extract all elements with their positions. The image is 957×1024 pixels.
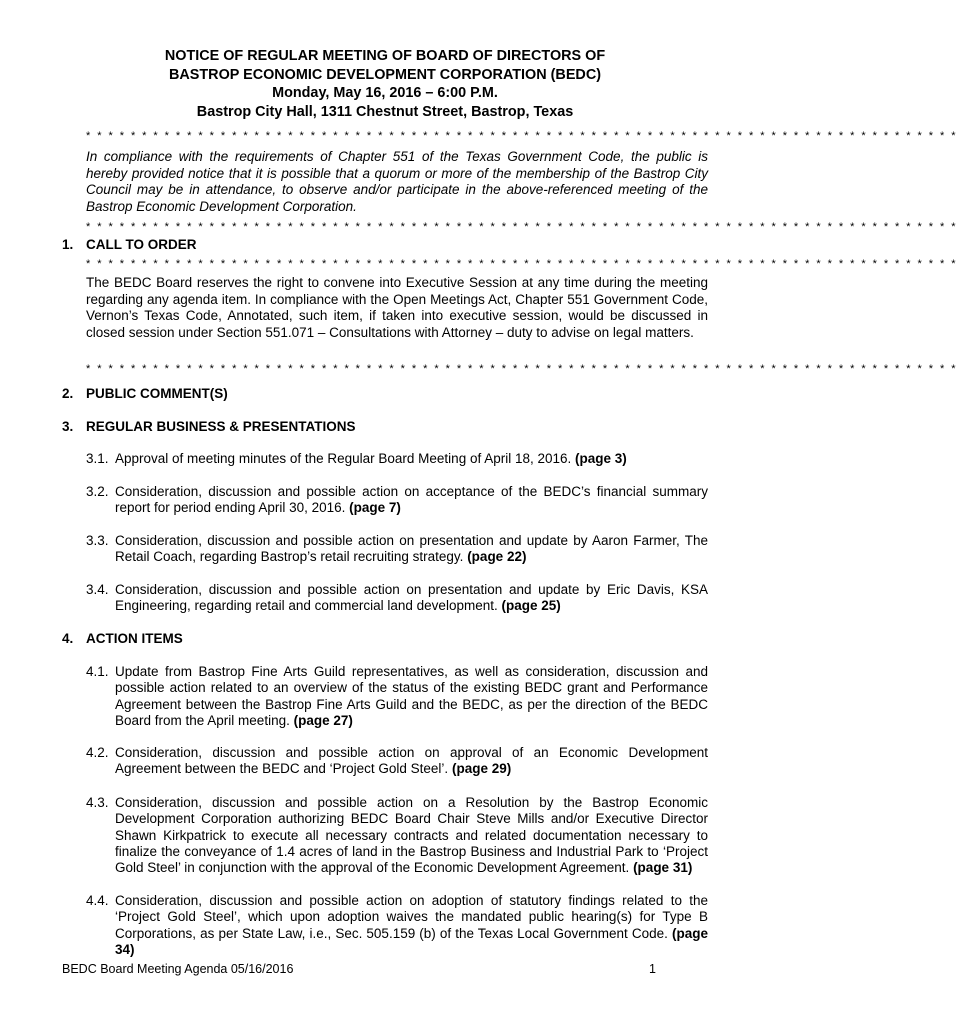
- separator-stars: * * * * * * * * * * * * * * * * * * * * * * * * * * * * * * * * * * * * * * * * * * * * * * * * * * * * * * * * * * * * * * * * * * * * * * * * * * * * * *: [86, 363, 957, 375]
- section-heading-action-items: [62, 631, 183, 647]
- separator-stars: * * * * * * * * * * * * * * * * * * * * * * * * * * * * * * * * * * * * * * * * * * * * * * * * * * * * * * * * * * * * * * * * * * * * * * * * * * * * * *: [86, 130, 957, 142]
- item-number: 3.3.: [86, 533, 109, 548]
- section-title: CALL TO ORDER: [86, 237, 197, 252]
- footer-document-title: BEDC Board Meeting Agenda 05/16/2016: [62, 962, 294, 976]
- item-page-reference: (page 25): [501, 598, 561, 614]
- item-page-reference: (page 7): [349, 500, 401, 516]
- item-number: 3.4.: [86, 582, 109, 597]
- item-text: [115, 664, 708, 729]
- section-number: 3.: [62, 419, 74, 434]
- section-title: REGULAR BUSINESS & PRESENTATIONS: [86, 419, 356, 434]
- item-description: Consideration, discussion and possible action on presentation and update by Aaron Farmer, The Retail Coach, regarding Bastrop’s retail recruiting strategy.: [115, 533, 708, 565]
- agenda-item: [86, 893, 708, 958]
- item-number: 4.1.: [86, 664, 109, 679]
- item-page-reference: (page 29): [451, 761, 512, 777]
- agenda-item: [86, 582, 708, 615]
- footer-page-number: 1: [649, 962, 656, 976]
- section-number: 1.: [62, 237, 74, 252]
- section-number: 2.: [62, 386, 74, 401]
- agenda-item: [86, 664, 708, 729]
- item-description: Consideration, discussion and possible action on presentation and update by Eric Davis, KSA Engineering, regarding retail and commercial land development.: [115, 582, 708, 614]
- item-page-reference: (page 27): [293, 712, 353, 728]
- page-footer: [62, 962, 656, 977]
- item-page-reference: (page 31): [633, 860, 693, 876]
- section-title: PUBLIC COMMENT(S): [86, 386, 228, 401]
- item-description: Consideration, discussion and possible action on adoption of statutory findings related to the ‘Project Gold Steel’, which upon adoption waives the mandated public hearing(s) for Type B Corporations, as per State Law, i.e., Sec. 505.159 (b) of the Texas Local Government Code.: [115, 893, 708, 941]
- item-text: [115, 795, 708, 876]
- separator-stars: * * * * * * * * * * * * * * * * * * * * * * * * * * * * * * * * * * * * * * * * * * * * * * * * * * * * * * * * * * * * * * * * * * * * * * * * * * * * * *: [86, 221, 957, 233]
- item-description: Update from Bastrop Fine Arts Guild representatives, as well as consideration, discussion and possible action related to an overview of the status of the existing BEDC grant and Performance Agreement between the Bastrop Fine Arts Guild and the BEDC, as per the direction of the BEDC Board from the April meeting.: [115, 664, 708, 728]
- section-number: 4.: [62, 631, 74, 646]
- item-text: [115, 451, 708, 467]
- agenda-item: [86, 533, 708, 566]
- item-number: 3.1.: [86, 451, 109, 466]
- item-text: [115, 582, 708, 615]
- item-description: Approval of meeting minutes of the Regular Board Meeting of April 18, 2016.: [115, 451, 572, 466]
- item-number: 4.3.: [86, 795, 109, 810]
- item-page-reference: (page 3): [575, 451, 627, 466]
- item-number: 4.4.: [86, 893, 109, 908]
- header-date-line: Monday, May 16, 2016 – 6:00 P.M.: [272, 85, 498, 101]
- separator-stars: * * * * * * * * * * * * * * * * * * * * * * * * * * * * * * * * * * * * * * * * * * * * * * * * * * * * * * * * * * * * * * * * * * * * * * * * * * * * * *: [86, 258, 957, 270]
- header-title-line-1: NOTICE OF REGULAR MEETING OF BOARD OF DIRECTORS OF: [164, 48, 606, 64]
- agenda-item: [86, 745, 708, 778]
- item-description: Consideration, discussion and possible action on approval of an Economic Development Agreement between the BEDC and ‘Project Gold Steel’.: [115, 745, 708, 777]
- item-description: Consideration, discussion and possible action on a Resolution by the Bastrop Economic Development Corporation authorizing BEDC Board Chair Steve Mills and/or Executive Director Shawn Kirkpatrick to execute all necessary contracts and related documentation necessary to finalize the conveyance of 1.4 acres of land in the Bastrop Business and Industrial Park to ‘Project Gold Steel’ in conjunction with the approval of the Economic Development Agreement.: [115, 795, 708, 876]
- item-text: [115, 484, 708, 517]
- agenda-item: [86, 451, 708, 467]
- agenda-item: [86, 484, 708, 517]
- item-number: 4.2.: [86, 745, 109, 760]
- notice-header: [0, 47, 770, 121]
- item-text: [115, 533, 708, 566]
- section-heading-regular-business: [62, 419, 356, 435]
- section-heading-public-comments: [62, 386, 228, 402]
- item-text: [115, 893, 708, 958]
- executive-session-notice: The BEDC Board reserves the right to convene into Executive Session at any time during the meeting regarding any agenda item. In compliance with the Open Meetings Act, Chapter 551 Government Code, Vernon’s Texas Code, Annotated, such item, if taken into executive session, would be discussed in closed session under Section 551.071 – Consultations with Attorney – duty to advise on legal matters.: [86, 275, 708, 340]
- item-page-reference: (page 22): [467, 549, 527, 565]
- section-title: ACTION ITEMS: [86, 631, 183, 646]
- agenda-item: [86, 795, 708, 876]
- header-location-line: Bastrop City Hall, 1311 Chestnut Street, Bastrop, Texas: [196, 103, 574, 120]
- item-number: 3.2.: [86, 484, 109, 499]
- section-heading-call-to-order: [62, 237, 197, 253]
- item-text: [115, 745, 708, 778]
- item-description: Consideration, discussion and possible action on acceptance of the BEDC’s financial summary report for period ending April 30, 2016.: [115, 484, 708, 516]
- compliance-notice: In compliance with the requirements of Chapter 551 of the Texas Government Code, the public is hereby provided notice that it is possible that a quorum or more of the membership of the Bastrop City Council may be in attendance, to observe and/or participate in the above-referenced meeting of the Bastrop Economic Development Corporation.: [86, 149, 708, 214]
- item-page-reference: (page 34): [115, 925, 708, 957]
- header-title-line-2: BASTROP ECONOMIC DEVELOPMENT CORPORATION (BEDC): [169, 66, 601, 83]
